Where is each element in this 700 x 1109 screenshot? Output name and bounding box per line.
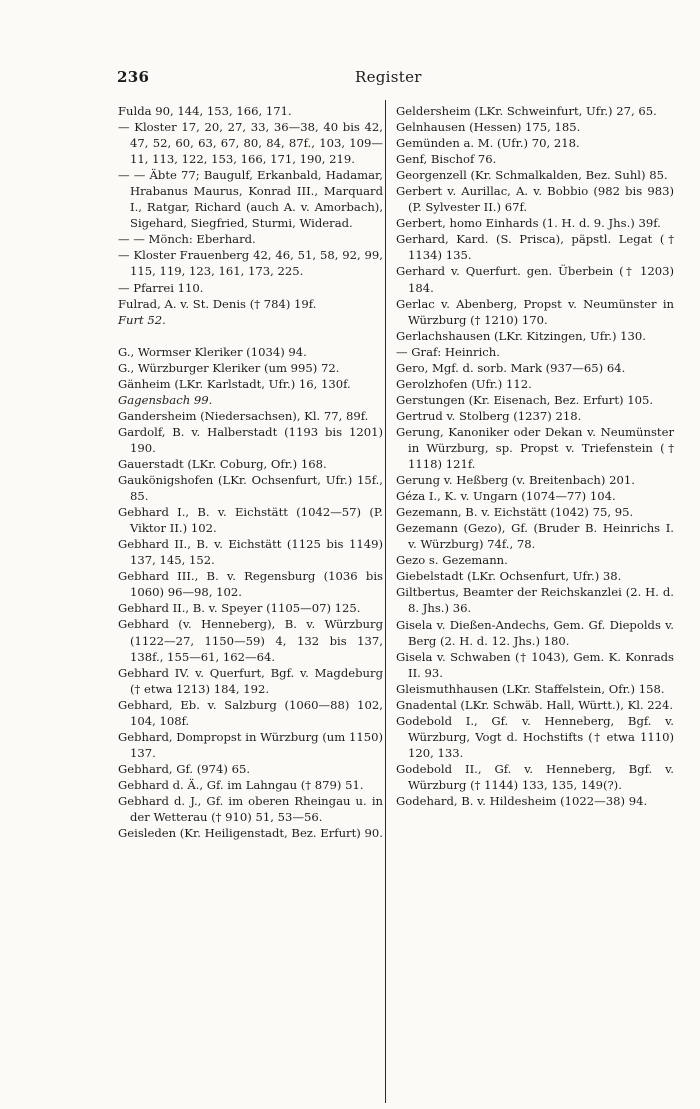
index-entry: Gezemann, B. v. Eichstätt (1042) 75, 95. — [396, 505, 634, 520]
index-entry: Gerstungen (Kr. Eisenach, Bez. Erfurt) 105. — [396, 392, 654, 407]
index-entry: Gagensbach 99. — [118, 392, 213, 407]
index-entry: G., Wormser Kleriker (1034) 94. — [118, 344, 307, 359]
index-entry: Gerhard, Kard. (S. Prisca), päpstl. Legat († 1134) 135. — [396, 232, 674, 263]
index-entry: Gelnhausen (Hessen) 175, 185. — [396, 120, 581, 135]
index-entry: Gebhard, Gf. (974) 65. — [118, 761, 251, 776]
index-entry: Gezo s. Gezemann. — [396, 553, 508, 568]
index-entry: Gezemann (Gezo), Gf. (Bruder B. Heinrichs I. v. Würzburg) 74f., 78. — [396, 521, 674, 552]
index-entry: Gauerstadt (LKr. Coburg, Ofr.) 168. — [118, 456, 327, 471]
index-entry: Gero, Mgf. d. sorb. Mark (937—65) 64. — [396, 360, 626, 375]
index-entry: Gerlachshausen (LKr. Kitzingen, Ufr.) 130. — [396, 328, 646, 343]
index-entry: Gerlac v. Abenberg, Propst v. Neumünster in Würzburg († 1210) 170. — [396, 296, 674, 327]
index-entry: Geldersheim (LKr. Schweinfurt, Ufr.) 27, 65. — [396, 104, 657, 118]
index-entry: Gebhard, Dompropst in Würzburg (um 1150) 137. — [118, 729, 383, 760]
index-entry: Gebhard d. Ä., Gf. im Lahngau († 879) 51. — [118, 777, 364, 792]
index-entry: Gertrud v. Stolberg (1237) 218. — [396, 408, 582, 423]
index-entry: Gnadental (LKr. Schwäb. Hall, Württ.), Kl. 224. — [396, 697, 674, 712]
index-entry: Gerbert v. Aurillac, A. v. Bobbio (982 bis 983) (P. Sylvester II.) 67f. — [396, 184, 674, 215]
index-entry: Gebhard I., B. v. Eichstätt (1042—57) (P. Viktor II.) 102. — [118, 505, 383, 536]
index-entry: Giltbertus, Beamter der Reichskanzlei (2. H. d. 8. Jhs.) 36. — [396, 585, 674, 616]
index-entry: Georgenzell (Kr. Schmalkalden, Bez. Suhl) 85. — [396, 168, 668, 183]
running-title: Register — [355, 68, 422, 86]
index-entry: Fulda 90, 144, 153, 166, 171. — [118, 104, 292, 118]
index-entry: Gebhard III., B. v. Regensburg (1036 bis 1060) 96—98, 102. — [118, 569, 383, 600]
index-entry: Gandersheim (Niedersachsen), Kl. 77, 89f. — [118, 408, 369, 423]
index-entry: Gebhard II., B. v. Eichstätt (1125 bis 1149) 137, 145, 152. — [118, 537, 383, 568]
column-divider — [385, 100, 386, 1103]
index-entry: Godebold II., Gf. v. Henneberg, Bgf. v. Würzburg († 1144) 133, 135, 149(?). — [396, 761, 674, 792]
index-entry: Gerung, Kanoniker oder Dekan v. Neumünster in Würzburg, sp. Propst v. Triefenstein († 1118) 121f. — [396, 424, 674, 472]
index-entry: Gleismuthhausen (LKr. Staffelstein, Ofr.) 158. — [396, 681, 665, 696]
index-entry: Gebhard II., B. v. Speyer (1105—07) 125. — [118, 601, 361, 616]
index-entry: Godehard, B. v. Hildesheim (1022—38) 94. — [396, 794, 648, 809]
index-entry: Gebhard (v. Henneberg), B. v. Würzburg (1122—27, 1150—59) 4, 132 bis 137, 138f., 155—61, 162—64. — [118, 617, 383, 664]
index-entry: — — Äbte 77; Baugulf, Erkanbald, Hadamar, Hrabanus Maurus, Konrad III., Marquard I., Ratgar, Richard (auch A. v. Amorbach), Sigehard, Siegfried, Sturmi, Widerad. — [118, 168, 383, 231]
index-entry: — Kloster Frauenberg 42, 46, 51, 58, 92, 99, 115, 119, 123, 161, 173, 225. — [118, 248, 383, 279]
index-entry: Giebelstadt (LKr. Ochsenfurt, Ufr.) 38. — [396, 569, 622, 584]
index-entry: Gisela v. Schwaben († 1043), Gem. K. Konrads II. 93. — [396, 649, 674, 680]
index-entry: — Graf: Heinrich. — [396, 344, 500, 359]
index-entry: Gisela v. Dießen-Andechs, Gem. Gf. Diepolds v. Berg (2. H. d. 12. Jhs.) 180. — [396, 617, 674, 648]
index-entry: Gebhard IV. v. Querfurt, Bgf. v. Magdeburg († etwa 1213) 184, 192. — [118, 665, 383, 696]
index-entry: Godebold I., Gf. v. Henneberg, Bgf. v. Würzburg, Vogt d. Hochstifts († etwa 1110) 120, 133. — [396, 713, 674, 760]
page-header — [0, 68, 700, 92]
index-entry: Gaukönigshofen (LKr. Ochsenfurt, Ufr.) 15f., 85. — [118, 473, 383, 504]
index-entry: Furt 52. — [118, 312, 166, 327]
index-entry: Genf, Bischof 76. — [396, 152, 497, 167]
index-entry: — Pfarrei 110. — [118, 280, 204, 295]
index-entry: Fulrad, A. v. St. Denis († 784) 19f. — [118, 296, 317, 311]
index-entry: — — Mönch: Eberhard. — [118, 232, 256, 247]
page-number: 236 — [117, 68, 150, 86]
index-entry: Gebhard, Eb. v. Salzburg (1060—88) 102, 104, 108f. — [118, 697, 383, 728]
right-column — [396, 103, 674, 809]
index-entry: Géza I., K. v. Ungarn (1074—77) 104. — [396, 489, 616, 504]
index-entry: Geisleden (Kr. Heiligenstadt, Bez. Erfurt) 90. — [118, 826, 383, 841]
index-entry: Gerhard v. Querfurt. gen. Überbein († 1203) 184. — [396, 264, 674, 295]
index-entry: Gemünden a. M. (Ufr.) 70, 218. — [396, 136, 580, 151]
index-entry: Gardolf, B. v. Halberstadt (1193 bis 1201) 190. — [118, 424, 383, 455]
index-entry: Gerung v. Heßberg (v. Breitenbach) 201. — [396, 473, 635, 488]
left-column — [118, 103, 383, 841]
index-entry: — Kloster 17, 20, 27, 33, 36—38, 40 bis 42, 47, 52, 60, 63, 67, 80, 84, 87f., 103, 109—11, 113, 122, 153, 166, 171, 190, 219. — [118, 120, 383, 167]
index-entry: Gerolzhofen (Ufr.) 112. — [396, 376, 532, 391]
index-entry: Gänheim (LKr. Karlstadt, Ufr.) 16, 130f. — [118, 376, 351, 391]
index-entry: G., Würzburger Kleriker (um 995) 72. — [118, 360, 340, 375]
index-entry: Gebhard d. J., Gf. im oberen Rheingau u. in der Wetterau († 910) 51, 53—56. — [118, 793, 383, 825]
index-entry: Gerbert, homo Einhards (1. H. d. 9. Jhs.) 39f. — [396, 216, 661, 231]
